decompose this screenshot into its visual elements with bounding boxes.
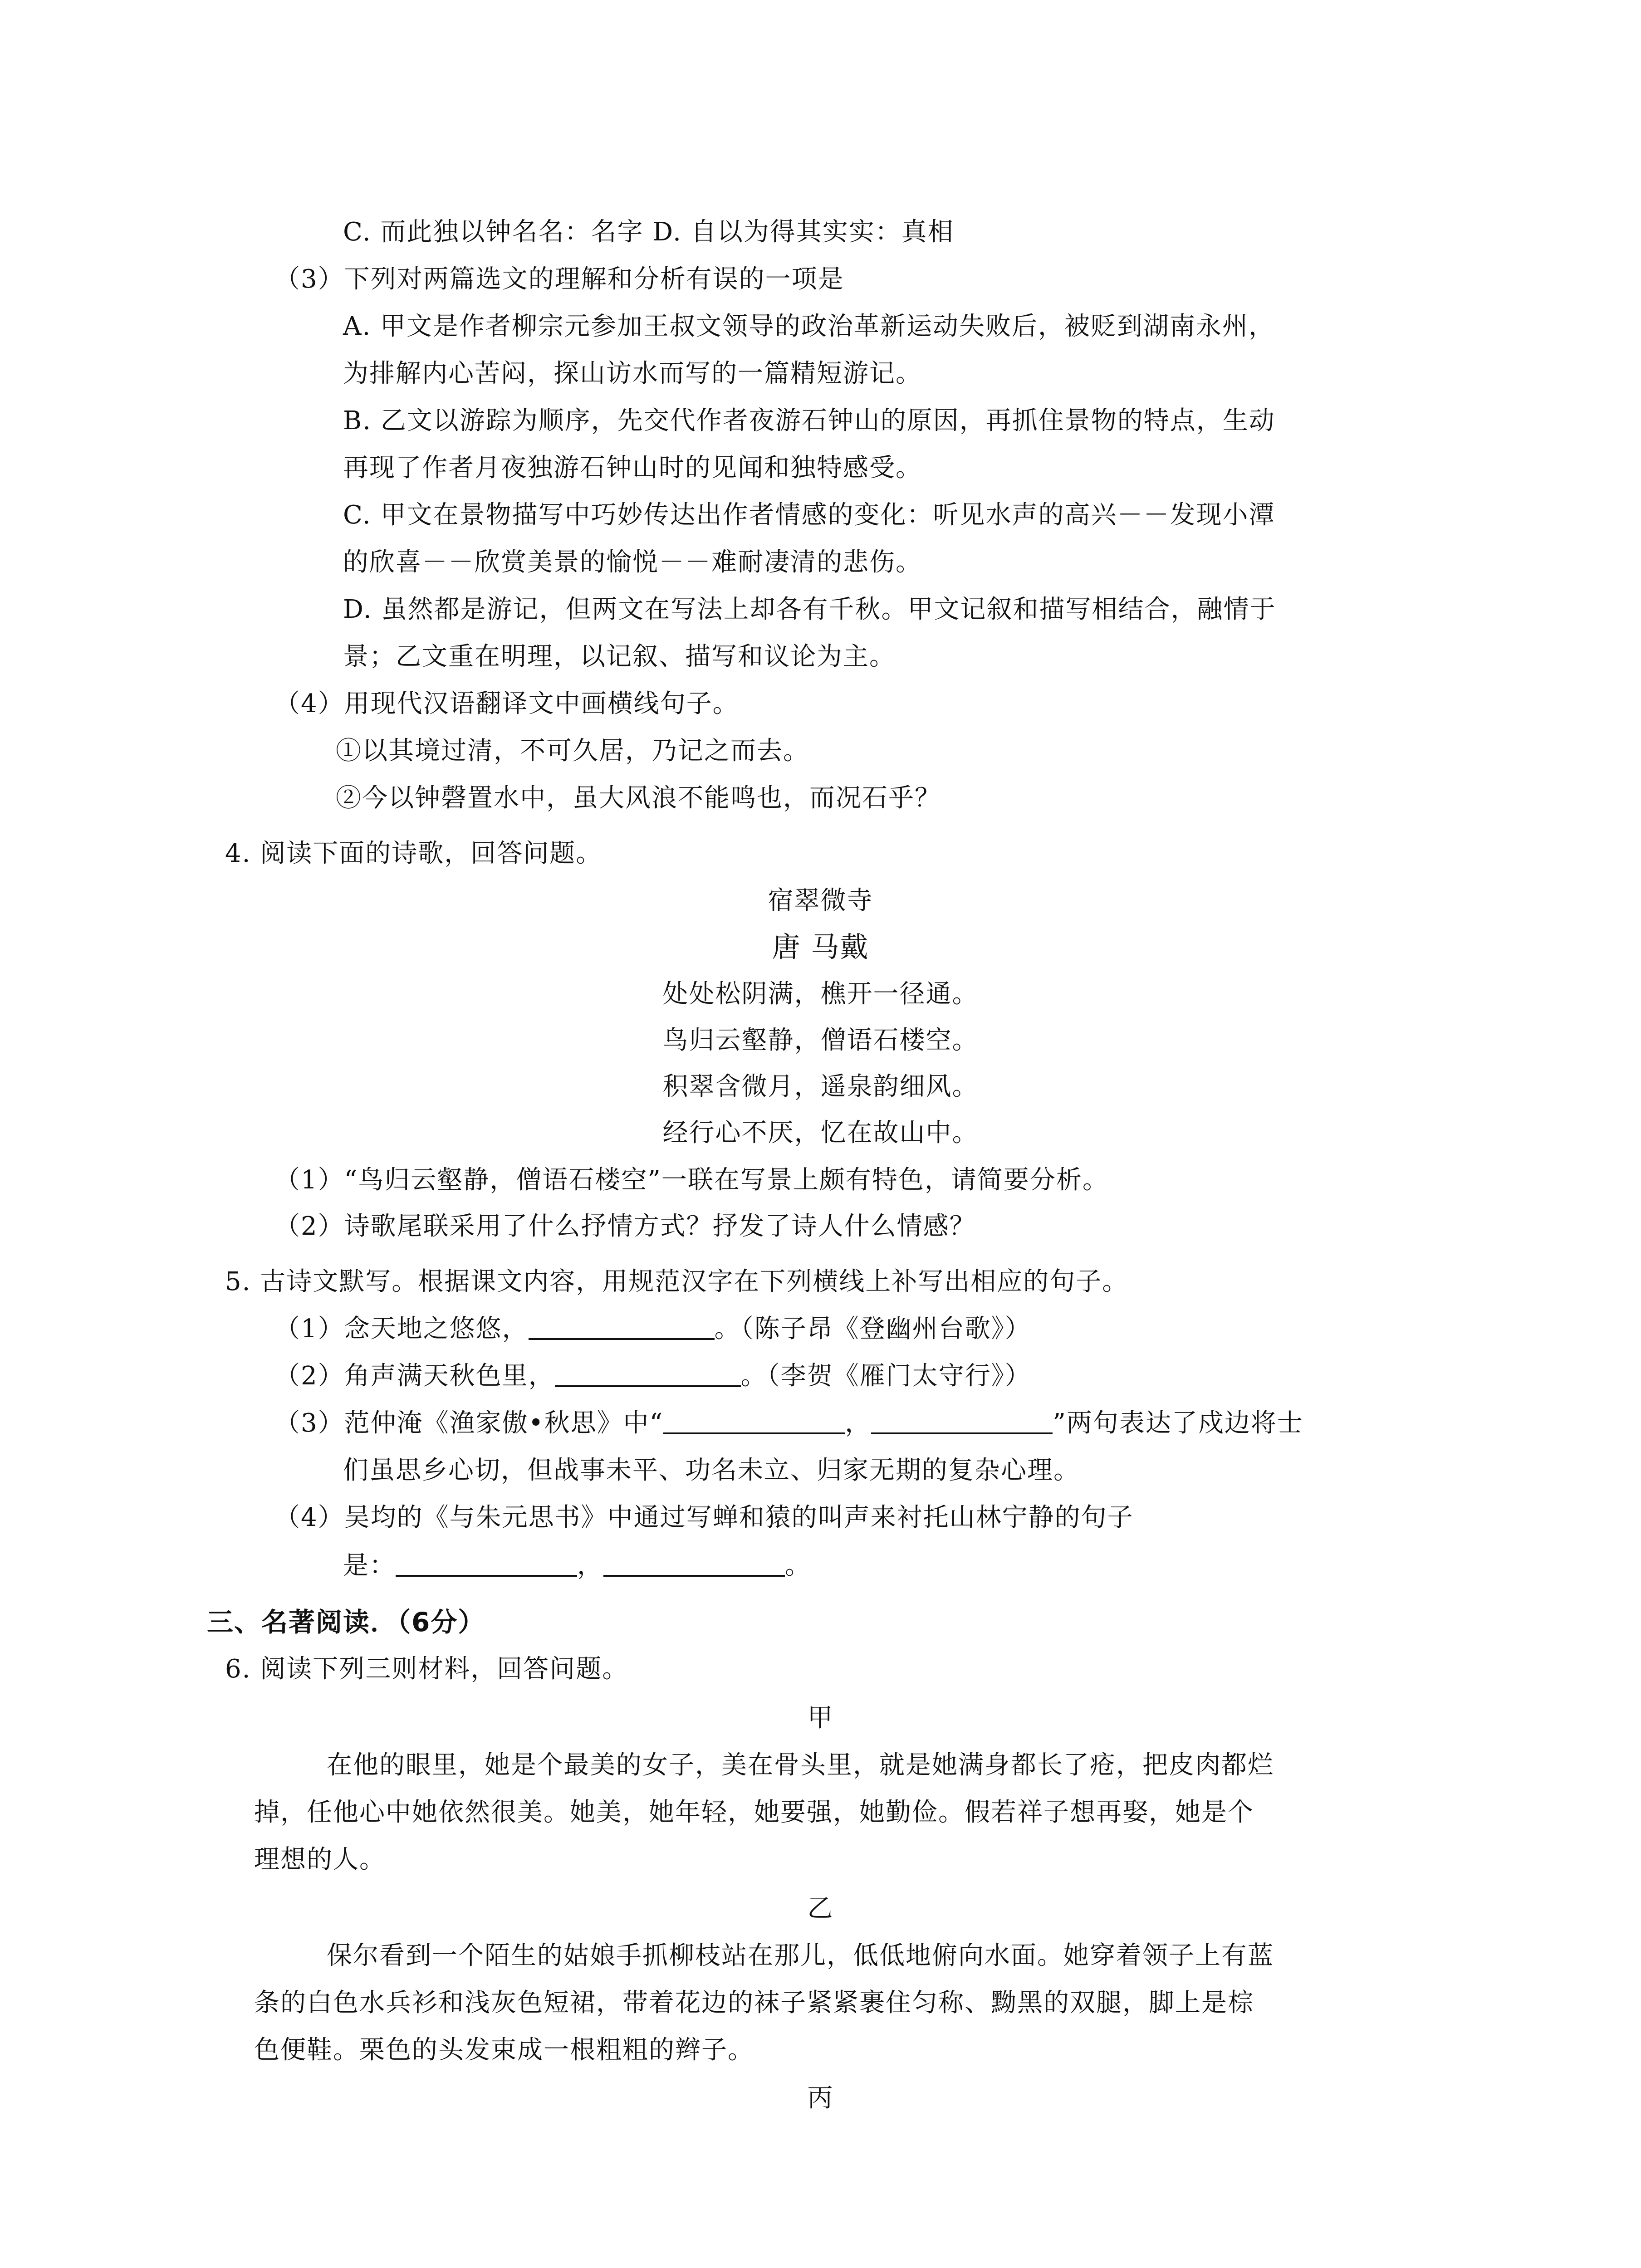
q5-item-4-blank-1[interactable]: [396, 1552, 577, 1577]
q6-stem: 6. 阅读下列三则材料，回答问题。: [225, 1654, 629, 1684]
q4-sub1: （1）“鸟归云壑静，僧语石楼空”一联在写景上颇有特色，请简要分析。: [274, 1165, 1109, 1195]
q5-item-4-blank-2[interactable]: [603, 1552, 785, 1577]
q5-item-3-prefix: （3）范仲淹《渔家傲•秋思》中“: [274, 1408, 664, 1438]
poem-line-1: 处处松阴满，樵开一径通。: [662, 979, 979, 1009]
q5-item-3-separator: ，: [845, 1408, 872, 1438]
material-bing-label: 丙: [807, 2083, 834, 2113]
poem-line-4: 经行心不厌，忆在故山中。: [662, 1118, 979, 1148]
q5-item-1: [274, 1313, 1031, 1345]
material-yi-line2: 条的白色水兵衫和浅灰色短裙，带着花边的袜子紧紧裹住匀称、黝黑的双腿，脚上是棕: [254, 1988, 1254, 2018]
q3-sub3-stem: （3）下列对两篇选文的理解和分析有误的一项是: [274, 264, 844, 294]
q5-item-4-prefix: 是：: [343, 1551, 396, 1580]
q3-option-c-line2: 的欣喜－－欣赏美景的愉悦－－难耐凄清的悲伤。: [343, 547, 922, 577]
q3-sub4-sentence1: ①以其境过清，不可久居，乃记之而去。: [336, 736, 809, 766]
q5-item-1-prefix: （1）念天地之悠悠，: [274, 1314, 529, 1344]
q5-item-3-line2: 们虽思乡心切，但战事未平、功名未立、归家无期的复杂心理。: [343, 1456, 1080, 1485]
q5-item-2-suffix: 。（李贺《雁门太守行》）: [740, 1361, 1031, 1391]
q3-option-c-d: C. 而此独以钟名名：名字 D. 自以为得其实实：真相: [343, 217, 954, 247]
material-jia-line1: 在他的眼里，她是个最美的女子，美在骨头里，就是她满身都长了疮，把皮肉都烂: [327, 1750, 1274, 1780]
q4-stem: 4. 阅读下面的诗歌，回答问题。: [225, 839, 603, 868]
q4-sub2: （2）诗歌尾联采用了什么抒情方式？抒发了诗人什么情感？: [274, 1212, 976, 1241]
q5-item-2-prefix: （2）角声满天秋色里，: [274, 1361, 555, 1391]
q5-item-1-suffix: 。（陈子昂《登幽州台歌》）: [714, 1314, 1031, 1344]
q3-sub4-sentence2: ②今以钟磬置水中，虽大风浪不能鸣也，而况石乎？: [336, 783, 941, 813]
section-3-heading: 三、名著阅读．（6分）: [207, 1607, 485, 1637]
q3-option-d-line1: D. 虽然都是游记，但两文在写法上却各有千秋。甲文记叙和描写相结合，融情于: [343, 595, 1276, 624]
q5-item-1-blank[interactable]: [529, 1315, 715, 1340]
q3-option-b-line2: 再现了作者月夜独游石钟山时的见闻和独特感受。: [343, 453, 922, 483]
q3-sub4-stem: （4）用现代汉语翻译文中画横线句子。: [274, 689, 739, 719]
q5-item-4-separator: ，: [577, 1551, 603, 1580]
material-yi-line1: 保尔看到一个陌生的姑娘手抓柳枝站在那儿，低低地俯向水面。她穿着领子上有蓝: [327, 1941, 1274, 1970]
q5-item-2-blank[interactable]: [555, 1363, 741, 1387]
q5-stem: 5. 古诗文默写。根据课文内容，用规范汉字在下列横线上补写出相应的句子。: [225, 1267, 1129, 1296]
material-jia-line2: 掉，任他心中她依然很美。她美，她年轻，她要强，她勤俭。假若祥子想再娶，她是个: [254, 1798, 1254, 1827]
q5-item-4-line1: （4）吴均的《与朱元思书》中通过写蝉和猿的叫声来衬托山林宁静的句子: [274, 1503, 1134, 1532]
poem-author: 唐 马戴: [772, 930, 869, 963]
q5-item-3-blank-2[interactable]: [871, 1410, 1053, 1434]
poem-line-2: 鸟归云壑静，僧语石楼空。: [662, 1026, 979, 1055]
q5-item-3: [274, 1407, 1303, 1440]
q3-option-a-line2: 为排解内心苦闷，探山访水而写的一篇精短游记。: [343, 359, 922, 388]
q5-item-3-suffix: ”两句表达了戍边将士: [1053, 1408, 1303, 1438]
material-jia-line3: 理想的人。: [254, 1845, 386, 1874]
q3-option-c-line1: C. 甲文在景物描写中巧妙传达出作者情感的变化：听见水声的高兴－－发现小潭: [343, 500, 1275, 530]
poem-title: 宿翠微寺: [768, 886, 873, 915]
q5-item-2: [274, 1360, 1031, 1393]
material-yi-line3: 色便鞋。栗色的头发束成一根粗粗的辫子。: [254, 2035, 754, 2065]
q3-option-a-line1: A. 甲文是作者柳宗元参加王叔文领导的政治革新运动失败后，被贬到湖南永州，: [343, 312, 1275, 341]
q5-item-4-suffix: 。: [785, 1551, 811, 1580]
q3-option-d-line2: 景；乙文重在明理，以记叙、描写和议论为主。: [343, 642, 896, 671]
q5-item-3-blank-1[interactable]: [663, 1410, 845, 1434]
material-yi-label: 乙: [807, 1894, 834, 1923]
q5-item-4-line2: [343, 1549, 811, 1582]
poem-line-3: 积翠含微月，遥泉韵细风。: [662, 1072, 979, 1101]
q3-option-b-line1: B. 乙文以游踪为顺序，先交代作者夜游石钟山的原因，再抓住景物的特点，生动: [343, 406, 1275, 435]
material-jia-label: 甲: [807, 1703, 834, 1733]
